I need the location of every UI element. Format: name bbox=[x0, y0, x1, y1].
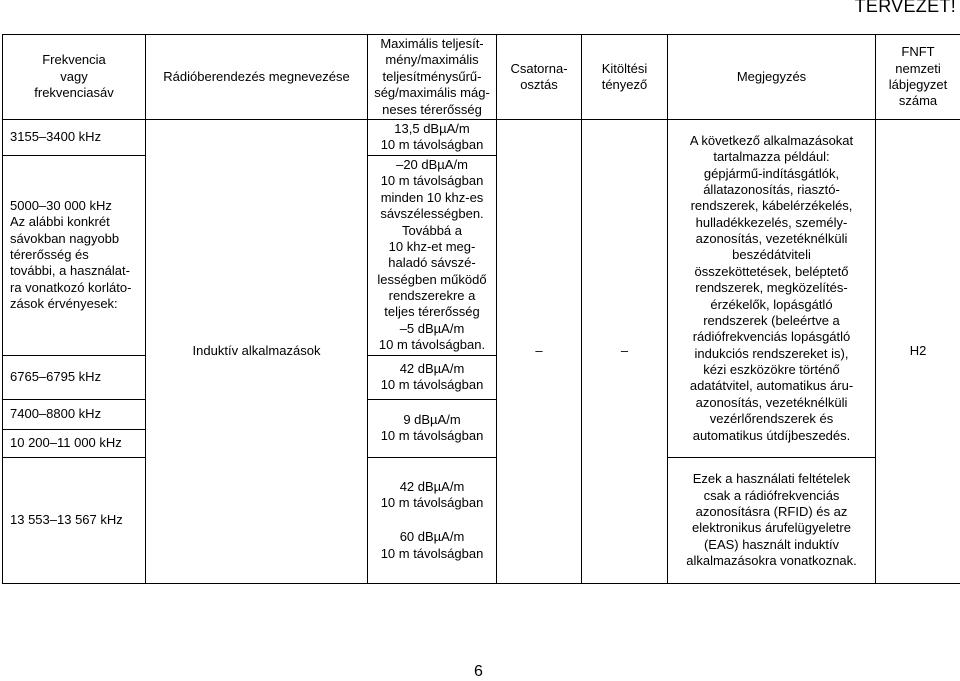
frequency-spec-table bbox=[2, 34, 960, 584]
header-fnft-footnote: FNFT nemzeti lábjegyzet száma bbox=[876, 35, 960, 120]
freq-cell: 5000–30 000 kHz Az alábbi konkrét sávokban nagyobb térerősség és további, a használat- ra vonatkozó korláto- zások érvényesek: bbox=[3, 155, 146, 355]
freq-cell: 6765–6795 kHz bbox=[3, 355, 146, 399]
power-cell: 42 dBµA/m 10 m távolságban bbox=[368, 355, 497, 399]
notes-lower-cell: Ezek a használati feltételek csak a rádiófrekvenciás azonosításra (RFID) és az elektronikus árufelügyeletre (EAS) használt induktív alkalmazásokra vonatkoznak. bbox=[668, 457, 876, 583]
freq-cell: 10 200–11 000 kHz bbox=[3, 429, 146, 457]
table-row bbox=[3, 120, 960, 156]
duty-cycle-cell: – bbox=[582, 120, 668, 584]
power-cell: –20 dBµA/m 10 m távolságban minden 10 khz-es sávszélességben. Továbbá a 10 khz-et meg- haladó sávszé- lességben működő rendszerekre a teljes térerősség –5 dBµA/m 10 m távolságban. bbox=[368, 155, 497, 355]
header-duty-cycle: Kitöltési tényező bbox=[582, 35, 668, 120]
header-device-name: Rádióberendezés megnevezése bbox=[146, 35, 368, 120]
fnft-footnote-cell: H2 bbox=[876, 120, 960, 584]
channel-spacing-cell: – bbox=[497, 120, 582, 584]
power-cell: 42 dBµA/m 10 m távolságban 60 dBµA/m 10 m távolságban bbox=[368, 457, 497, 583]
notes-upper-cell: A következő alkalmazásokat tartalmazza például: gépjármű-indításgátlók, állatazonosítás, riasztó- rendszerek, kábelérzékelés, hulladékkezelés, személy- azonosítás, vezetéknélküli beszédátviteli összeköttetések, beléptető rendszerek, megközelítés- érzékelők, lopásgátló rendszerek (beleértve a rádiófrekvenciás lopásgátló indukciós rendszereket is), kézi eszközökre történő adatátvitel, automatikus áru- azonosítás, vezetéknélküli vezérlőrendszerek és automatikus útdíjbeszedés. bbox=[668, 120, 876, 458]
freq-cell: 7400–8800 kHz bbox=[3, 399, 146, 429]
header-frequency: Frekvencia vagy frekvenciasáv bbox=[3, 35, 146, 120]
freq-cell: 3155–3400 kHz bbox=[3, 120, 146, 156]
header-channel-spacing: Csatorna- osztás bbox=[497, 35, 582, 120]
freq-cell: 13 553–13 567 kHz bbox=[3, 457, 146, 583]
table-header-row bbox=[3, 35, 960, 120]
header-notes: Megjegyzés bbox=[668, 35, 876, 120]
header-max-power: Maximális teljesít- mény/maximális teljesítménysűrű- ség/maximális mág- neses térerősség bbox=[368, 35, 497, 120]
power-cell: 9 dBµA/m 10 m távolságban bbox=[368, 399, 497, 457]
draft-label: TERVEZET! bbox=[854, 0, 956, 16]
page-number: 6 bbox=[474, 663, 483, 680]
power-cell: 13,5 dBµA/m 10 m távolságban bbox=[368, 120, 497, 156]
device-name-cell: Induktív alkalmazások bbox=[146, 120, 368, 584]
